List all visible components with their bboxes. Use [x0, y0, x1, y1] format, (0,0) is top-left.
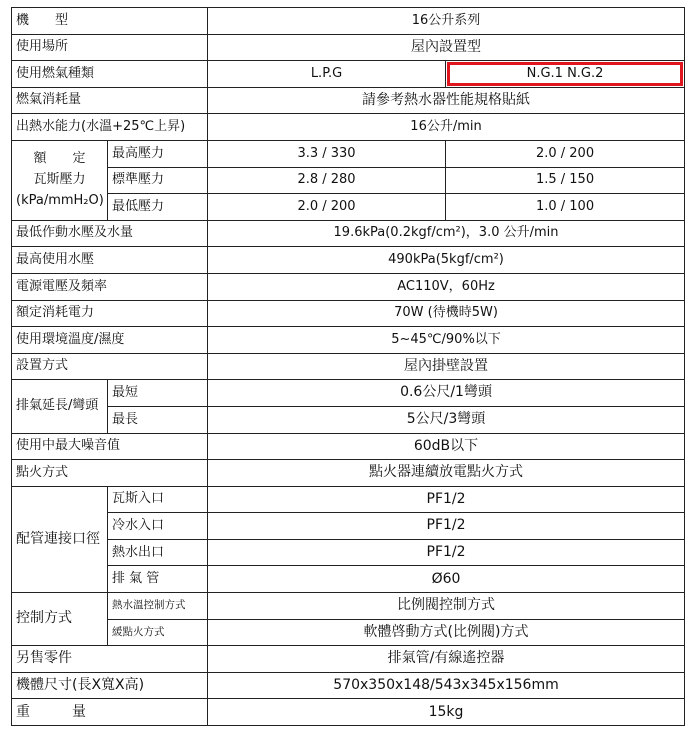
model-label: 機 型 [12, 8, 208, 35]
row-min-water [12, 220, 685, 247]
row-control-ignite [12, 619, 685, 646]
row-piping-gas [12, 486, 685, 513]
gas-consumption-value: 請參考熱水器性能規格貼紙 [208, 87, 685, 114]
environment-label: 使用環境溫度/濕度 [12, 327, 208, 354]
row-pressure-max [12, 140, 685, 167]
accessories-value: 排氣管/有線遙控器 [208, 646, 685, 673]
piping-exhaust-label: 排 氣 管 [108, 566, 208, 593]
pressure-std-ng: 1.5 / 150 [446, 167, 685, 194]
piping-gas-label: 瓦斯入口 [108, 486, 208, 513]
gas-pressure-group-label [12, 140, 108, 220]
piping-hot-label: 熱水出口 [108, 539, 208, 566]
row-max-water [12, 247, 685, 274]
location-label: 使用場所 [12, 34, 208, 61]
piping-cold-label: 冷水入口 [108, 513, 208, 540]
max-water-label: 最高使用水壓 [12, 247, 208, 274]
row-hot-water [12, 114, 685, 141]
row-piping-exhaust [12, 566, 685, 593]
location-value: 屋內設置型 [208, 34, 685, 61]
piping-cold-value: PF1/2 [208, 513, 685, 540]
install-value: 屋內掛壁設置 [208, 353, 685, 380]
gas-type-label: 使用燃氣種類 [12, 61, 208, 88]
power-value: AC110V，60Hz [208, 273, 685, 300]
control-ignite-value: 軟體啓動方式(比例閥)方式 [208, 619, 685, 646]
row-piping-hot [12, 539, 685, 566]
min-water-value: 19.6kPa(0.2kgf/cm²)，3.0 公升/min [208, 220, 685, 247]
row-exhaust-short [12, 380, 685, 407]
row-consumption [12, 300, 685, 327]
piping-exhaust-value: Ø60 [208, 566, 685, 593]
exhaust-short-label: 最短 [108, 380, 208, 407]
row-gas-type [12, 61, 685, 88]
row-control-temp [12, 593, 685, 620]
gas-pressure-line2: 瓦斯壓力 [33, 171, 86, 187]
consumption-label: 額定消耗電力 [12, 300, 208, 327]
gas-pressure-line3: (kPa/mmH₂O) [16, 192, 104, 208]
row-noise [12, 433, 685, 460]
power-label: 電源電壓及頻率 [12, 273, 208, 300]
row-pressure-std [12, 167, 685, 194]
pressure-min-ng: 1.0 / 100 [446, 194, 685, 221]
control-ignite-label: 緩點火方式 [108, 619, 208, 646]
environment-value: 5~45℃/90%以下 [208, 327, 685, 354]
ignition-label: 點火方式 [12, 460, 208, 487]
gas-type-ng: N.G.1 N.G.2 [526, 65, 604, 81]
control-temp-value: 比例閥控制方式 [208, 593, 685, 620]
piping-label: 配管連接口徑 [12, 486, 108, 592]
ignition-value: 點火器連續放電點火方式 [208, 460, 685, 487]
noise-value: 60dB以下 [208, 433, 685, 460]
spec-table [11, 7, 685, 726]
control-label: 控制方式 [12, 593, 108, 646]
pressure-max-ng: 2.0 / 200 [446, 140, 685, 167]
max-water-value: 490kPa(5kgf/cm²) [208, 247, 685, 274]
pressure-min-label: 最低壓力 [108, 194, 208, 221]
model-value: 16公升系列 [208, 8, 685, 35]
weight-value: 15kg [208, 699, 685, 726]
row-location [12, 34, 685, 61]
exhaust-long-value: 5公尺/3彎頭 [208, 406, 685, 433]
gas-type-lpg: L.P.G [208, 61, 446, 88]
dimensions-label: 機體尺寸(長X寬X高) [12, 672, 208, 699]
control-temp-label: 熱水溫控制方式 [108, 593, 208, 620]
row-weight [12, 699, 685, 726]
accessories-label: 另售零件 [12, 646, 208, 673]
pressure-max-label: 最高壓力 [108, 140, 208, 167]
install-label: 設置方式 [12, 353, 208, 380]
row-piping-cold [12, 513, 685, 540]
row-ignition [12, 460, 685, 487]
exhaust-long-label: 最長 [108, 406, 208, 433]
gas-pressure-line1: 額 定 [33, 151, 86, 167]
weight-label: 重 量 [12, 699, 208, 726]
piping-hot-value: PF1/2 [208, 539, 685, 566]
row-environment [12, 327, 685, 354]
consumption-value: 70W (待機時5W) [208, 300, 685, 327]
min-water-label: 最低作動水壓及水量 [12, 220, 208, 247]
row-power [12, 273, 685, 300]
hot-water-label: 出熱水能力(水溫+25℃上昇) [12, 114, 208, 141]
exhaust-short-value: 0.6公尺/1彎頭 [208, 380, 685, 407]
pressure-min-lpg: 2.0 / 200 [208, 194, 446, 221]
exhaust-label: 排氣延長/彎頭 [12, 380, 108, 433]
row-dimensions [12, 672, 685, 699]
pressure-max-lpg: 3.3 / 330 [208, 140, 446, 167]
gas-consumption-label: 燃氣消耗量 [12, 87, 208, 114]
row-install [12, 353, 685, 380]
pressure-std-lpg: 2.8 / 280 [208, 167, 446, 194]
row-gas-consumption [12, 87, 685, 114]
pressure-std-label: 標準壓力 [108, 167, 208, 194]
dimensions-value: 570x350x148/543x345x156mm [208, 672, 685, 699]
row-pressure-min [12, 194, 685, 221]
row-model [12, 8, 685, 35]
row-exhaust-long [12, 406, 685, 433]
gas-type-ng-cell [446, 61, 685, 88]
noise-label: 使用中最大噪音值 [12, 433, 208, 460]
piping-gas-value: PF1/2 [208, 486, 685, 513]
hot-water-value: 16公升/min [208, 114, 685, 141]
row-accessories [12, 646, 685, 673]
